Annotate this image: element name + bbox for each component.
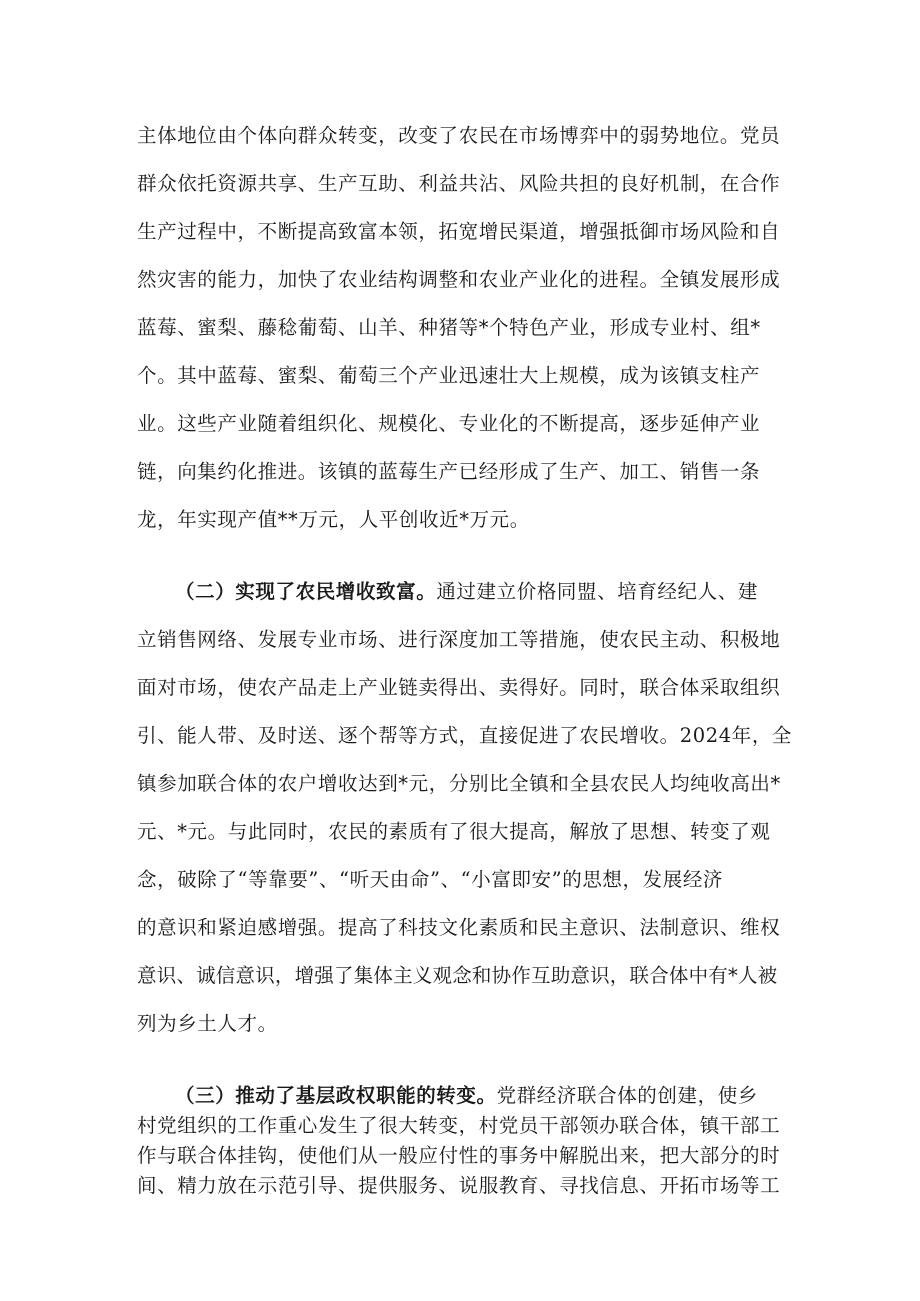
text-line: 镇参加联合体的农户增收达到*元，分别比全镇和全县农民人均纯收高出* xyxy=(137,772,781,795)
section-heading: （三）推动了基层政权职能的转变。 xyxy=(175,1084,497,1107)
text-line: 元、*元。与此同时，农民的素质有了很大提高，解放了思想、转变了观 xyxy=(137,820,771,843)
text-line: 面对市场，使农产品走上产业链卖得出、卖得好。同时，联合体采取组织 xyxy=(137,676,781,699)
text-line: 引、能人带、及时送、逐个帮等方式，直接促进了农民增收。2024年，全 xyxy=(137,724,793,747)
section-heading: （二）实现了农民增收致富。 xyxy=(175,580,437,603)
text-line: 链，向集约化推进。该镇的蓝莓生产已经形成了生产、加工、销售一条 xyxy=(137,460,761,483)
text-line: 的意识和紧迫感增强。提高了科技文化素质和民主意识、法制意识、维权 xyxy=(137,916,781,939)
text-line: 蓝莓、蜜梨、藤稔葡萄、山羊、种猪等*个特色产业，形成专业村、组* xyxy=(137,316,761,339)
text-line: 间、精力放在示范引导、提供服务、说服教育、寻找信息、开拓市场等工 xyxy=(137,1174,781,1197)
text-line: 念，破除了“等靠要”、“听天由命”、“小富即安”的思想，发展经济 xyxy=(137,868,724,891)
text-line: 然灾害的能力，加快了农业结构调整和农业产业化的进程。全镇发展形成 xyxy=(137,268,781,291)
text-line: 列为乡土人才。 xyxy=(137,1012,278,1035)
text-run: 通过建立价格同盟、培育经纪人、建 xyxy=(436,580,758,603)
paragraph-first-line xyxy=(175,1080,758,1108)
text-line: 业。这些产业随着组织化、规模化、专业化的不断提高，逐步延伸产业 xyxy=(137,412,761,435)
text-line: 意识、诚信意识，增强了集体主义观念和协作互助意识，联合体中有*人被 xyxy=(137,964,778,987)
text-line: 群众依托资源共享、生产互助、利益共沾、风险共担的良好机制，在合作 xyxy=(137,172,781,195)
text-line: 龙，年实现产值**万元，人平创收近*万元。 xyxy=(137,508,530,531)
text-line: 村党组织的工作重心发生了很大转变，村党员干部领办联合体，镇干部工 xyxy=(137,1114,781,1137)
text-line: 作与联合体挂钩，使他们从一般应付性的事务中解脱出来，把大部分的时 xyxy=(137,1144,781,1167)
text-line: 生产过程中，不断提高致富本领，拓宽增民渠道，增强抵御市场风险和自 xyxy=(137,220,781,243)
paragraph-first-line xyxy=(175,576,758,604)
text-run: 党群经济联合体的创建，使乡 xyxy=(496,1084,758,1107)
text-line: 主体地位由个体向群众转变，改变了农民在市场博弈中的弱势地位。党员 xyxy=(137,124,781,147)
text-line: 立销售网络、发展专业市场、进行深度加工等措施，使农民主动、积极地 xyxy=(137,628,781,651)
text-line: 个。其中蓝莓、蜜梨、葡萄三个产业迅速壮大上规模，成为该镇支柱产 xyxy=(137,364,761,387)
